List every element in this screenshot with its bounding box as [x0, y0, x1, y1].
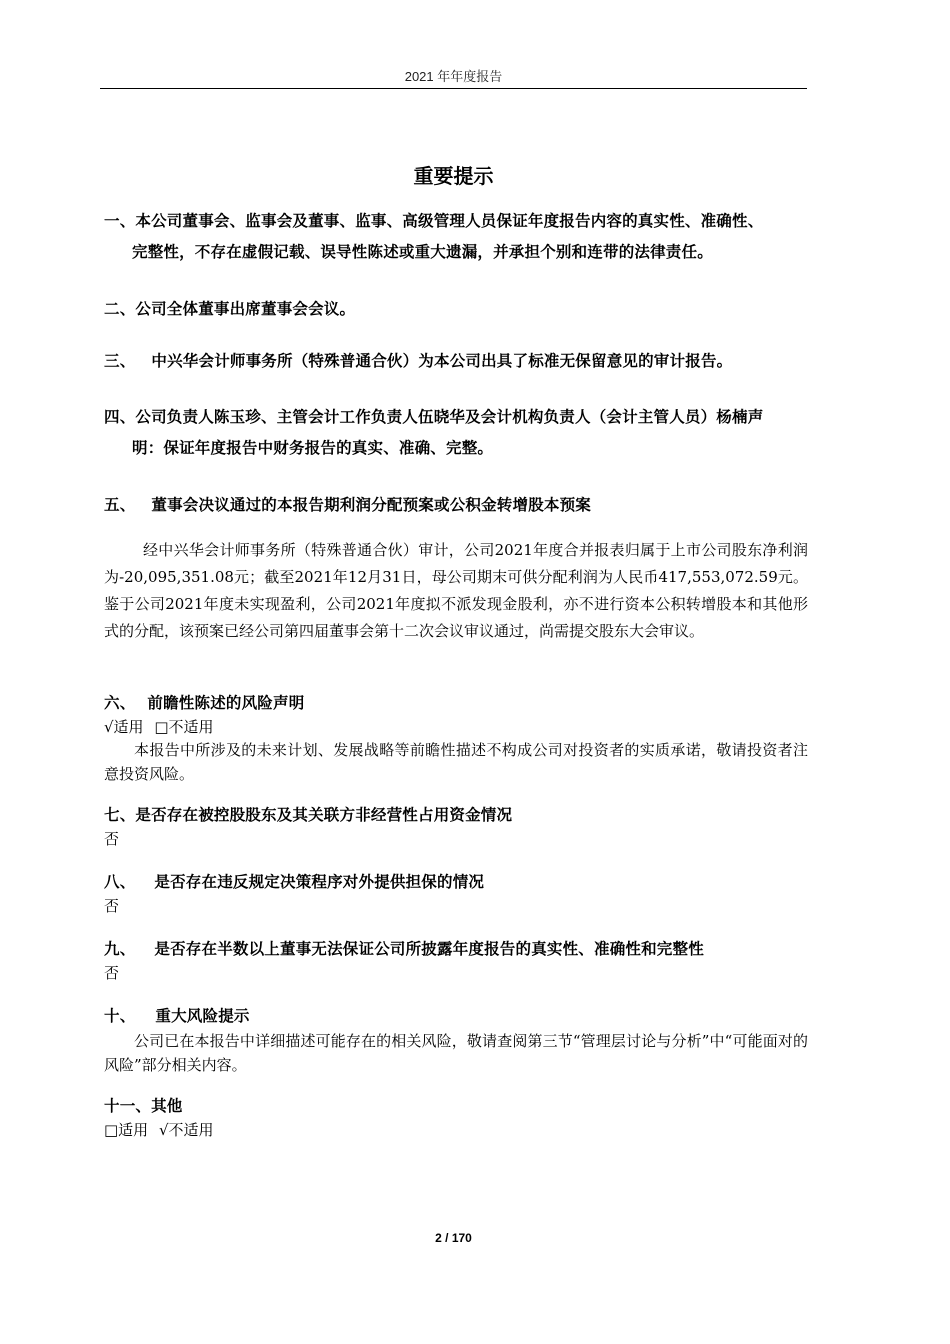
section-3	[104, 346, 808, 377]
section-4-line-1: 四、公司负责人陈玉珍、主管会计工作负责人伍晓华及会计机构负责人（会计主管人员）杨楠声	[104, 408, 764, 426]
section-9-number: 九、	[104, 940, 136, 958]
section-1-line-1: 一、本公司董事会、监事会及董事、监事、高级管理人员保证年度报告内容的真实性、准确性、	[104, 212, 764, 230]
section-4-line-2: 明：保证年度报告中财务报告的真实、准确、完整。	[132, 439, 494, 457]
header-divider	[100, 88, 807, 89]
section-9-answer: 否	[104, 964, 120, 982]
section-11	[104, 1093, 808, 1141]
section-5-heading	[104, 490, 808, 521]
not-applicable-option-checked: √不适用	[158, 1121, 214, 1139]
section-8	[104, 869, 808, 917]
section-8-text: 是否存在违反规定决策程序对外提供担保的情况	[154, 873, 485, 891]
section-9-text: 是否存在半数以上董事无法保证公司所披露年度报告的真实性、准确性和完整性	[154, 940, 704, 958]
page-title: 重要提示	[413, 164, 494, 188]
section-10-number: 十、	[104, 1007, 136, 1025]
section-11-heading: 十一、其他	[104, 1097, 183, 1115]
section-10-heading	[104, 1003, 808, 1029]
section-3-number: 三、	[104, 352, 136, 370]
section-5-text: 董事会决议通过的本报告期利润分配预案或公积金转增股本预案	[151, 496, 592, 514]
section-6-text: 前瞻性陈述的风险声明	[147, 694, 305, 712]
page-header: 2021 年年度报告	[404, 69, 503, 84]
section-6-body: 本报告中所涉及的未来计划、发展战略等前瞻性描述不构成公司对投资者的实质承诺，敬请投资者注意投资风险。	[104, 741, 808, 783]
section-6-options	[104, 716, 808, 738]
section-6	[104, 690, 808, 786]
section-7-heading: 七、是否存在被控股股东及其关联方非经营性占用资金情况	[104, 806, 513, 824]
section-7-answer: 否	[104, 830, 120, 848]
section-9-heading	[104, 936, 808, 962]
section-2-heading: 二、公司全体董事出席董事会会议。	[104, 300, 356, 318]
section-3-text: 中兴华会计师事务所（特殊普通合伙）为本公司出具了标准无保留意见的审计报告。	[151, 352, 733, 370]
section-5-body: 经中兴华会计师事务所（特殊普通合伙）审计，公司2021年度合并报表归属于上市公司股东净利润为-20,095,351.08元；截至2021年12月31日，母公司期末可供分配利润为人民币417,553,072.59元。鉴于公司2021年度未实现盈利，公司2021年度拟不派发现金股利，亦不进行资本公积转增股本和其他形式的分配，该预案已经公司第四届董事会第十二次会议审议通过，尚需提交股东大会审议。	[104, 541, 808, 640]
section-6-heading	[104, 690, 808, 716]
section-10	[104, 1003, 808, 1077]
section-5	[104, 490, 808, 645]
section-2	[104, 294, 808, 325]
section-10-text: 重大风险提示	[155, 1007, 250, 1025]
section-1	[104, 206, 808, 268]
applicable-option: □适用	[104, 1121, 149, 1139]
page-number: 2 / 170	[435, 1231, 472, 1245]
not-applicable-option: □不适用	[154, 718, 214, 736]
section-8-answer: 否	[104, 897, 120, 915]
section-10-body: 公司已在本报告中详细描述可能存在的相关风险，敬请查阅第三节“管理层讨论与分析”中“可能面对的风险”部分相关内容。	[104, 1032, 808, 1074]
section-3-heading	[104, 346, 808, 377]
section-8-heading	[104, 869, 808, 895]
section-9	[104, 936, 808, 984]
section-1-line-2: 完整性，不存在虚假记载、误导性陈述或重大遗漏，并承担个别和连带的法律责任。	[132, 243, 713, 261]
section-4	[104, 402, 808, 464]
section-8-number: 八、	[104, 873, 136, 891]
section-11-options	[104, 1119, 808, 1141]
section-5-number: 五、	[104, 496, 136, 514]
section-6-number: 六、	[104, 694, 136, 712]
section-7	[104, 802, 808, 850]
applicable-option-checked: √适用	[104, 718, 144, 736]
